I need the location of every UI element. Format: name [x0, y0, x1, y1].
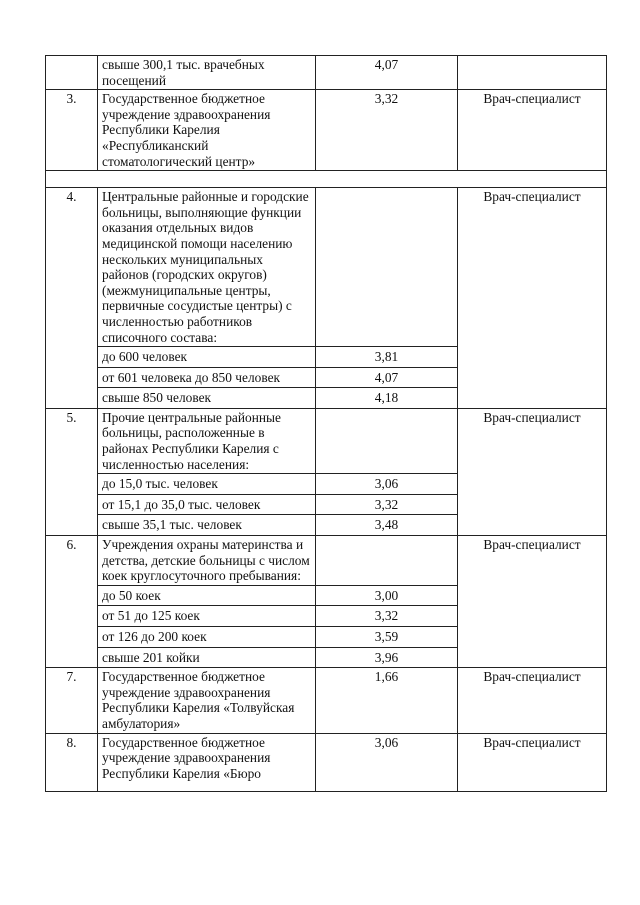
table-row — [46, 90, 607, 171]
coefficient-value: 4,07 — [316, 56, 458, 90]
sub-category: от 601 человека до 850 человек — [98, 367, 316, 388]
row-number: 5. — [46, 408, 98, 535]
institution-name: Государственное бюджетное учреждение здравоохранения Республики Карелия «Толвуйская амбулатория» — [98, 668, 316, 733]
institution-name: Центральные районные и городские больницы, выполняющие функции оказания отдельных видов медицинской помощи населению нескольких муниципальных районов (городских округов) (межмуниципальные центры, первичные сосудистые центры) с численностью работников списочного состава: — [98, 188, 316, 347]
institution-name: Прочие центральные районные больницы, расположенные в районах Республики Карелия с численностью населения: — [98, 408, 316, 473]
institution-name: Государственное бюджетное учреждение здравоохранения Республики Карелия «Бюро — [98, 733, 316, 792]
coefficient-value: 3,59 — [316, 627, 458, 648]
table-row — [46, 188, 607, 347]
coefficient-value: 3,06 — [316, 474, 458, 495]
sub-category: от 51 до 125 коек — [98, 606, 316, 627]
coefficient-value: 4,18 — [316, 388, 458, 409]
row-number: 6. — [46, 536, 98, 668]
sub-category: до 600 человек — [98, 347, 316, 368]
position-name — [458, 56, 607, 90]
sub-category: свыше 201 койки — [98, 647, 316, 668]
coefficient-table — [45, 55, 607, 792]
coefficient-value: 4,07 — [316, 367, 458, 388]
position-name: Врач-специалист — [458, 188, 607, 409]
sub-category: до 15,0 тыс. человек — [98, 474, 316, 495]
row-number: 7. — [46, 668, 98, 733]
position-name: Врач-специалист — [458, 90, 607, 171]
sub-category: свыше 35,1 тыс. человек — [98, 515, 316, 536]
coefficient-empty — [316, 408, 458, 473]
position-name: Врач-специалист — [458, 733, 607, 792]
institution-name: Учреждения охраны материнства и детства, детские больницы с числом коек круглосуточного пребывания: — [98, 536, 316, 586]
position-name: Врач-специалист — [458, 668, 607, 733]
spacer-row — [46, 171, 607, 188]
row-number — [46, 56, 98, 90]
row-number: 4. — [46, 188, 98, 409]
coefficient-value: 3,32 — [316, 606, 458, 627]
table-row — [46, 56, 607, 90]
sub-category: от 126 до 200 коек — [98, 627, 316, 648]
coefficient-value: 3,32 — [316, 90, 458, 171]
spacer-cell — [46, 171, 607, 188]
coefficient-empty — [316, 188, 458, 347]
table-row — [46, 668, 607, 733]
institution-name: Государственное бюджетное учреждение здравоохранения Республики Карелия «Республиканский стоматологический центр» — [98, 90, 316, 171]
position-name: Врач-специалист — [458, 408, 607, 535]
table-row — [46, 733, 607, 792]
institution-name: свыше 300,1 тыс. врачебных посещений — [98, 56, 316, 90]
position-name: Врач-специалист — [458, 536, 607, 668]
row-number: 8. — [46, 733, 98, 792]
sub-category: от 15,1 до 35,0 тыс. человек — [98, 494, 316, 515]
coefficient-value: 3,48 — [316, 515, 458, 536]
coefficient-value: 3,06 — [316, 733, 458, 792]
table-row — [46, 408, 607, 473]
sub-category: до 50 коек — [98, 585, 316, 606]
coefficient-empty — [316, 536, 458, 586]
sub-category: свыше 850 человек — [98, 388, 316, 409]
coefficient-value: 1,66 — [316, 668, 458, 733]
row-number: 3. — [46, 90, 98, 171]
table-row — [46, 536, 607, 586]
coefficient-value: 3,32 — [316, 494, 458, 515]
coefficient-value: 3,00 — [316, 585, 458, 606]
coefficient-value: 3,81 — [316, 347, 458, 368]
coefficient-value: 3,96 — [316, 647, 458, 668]
